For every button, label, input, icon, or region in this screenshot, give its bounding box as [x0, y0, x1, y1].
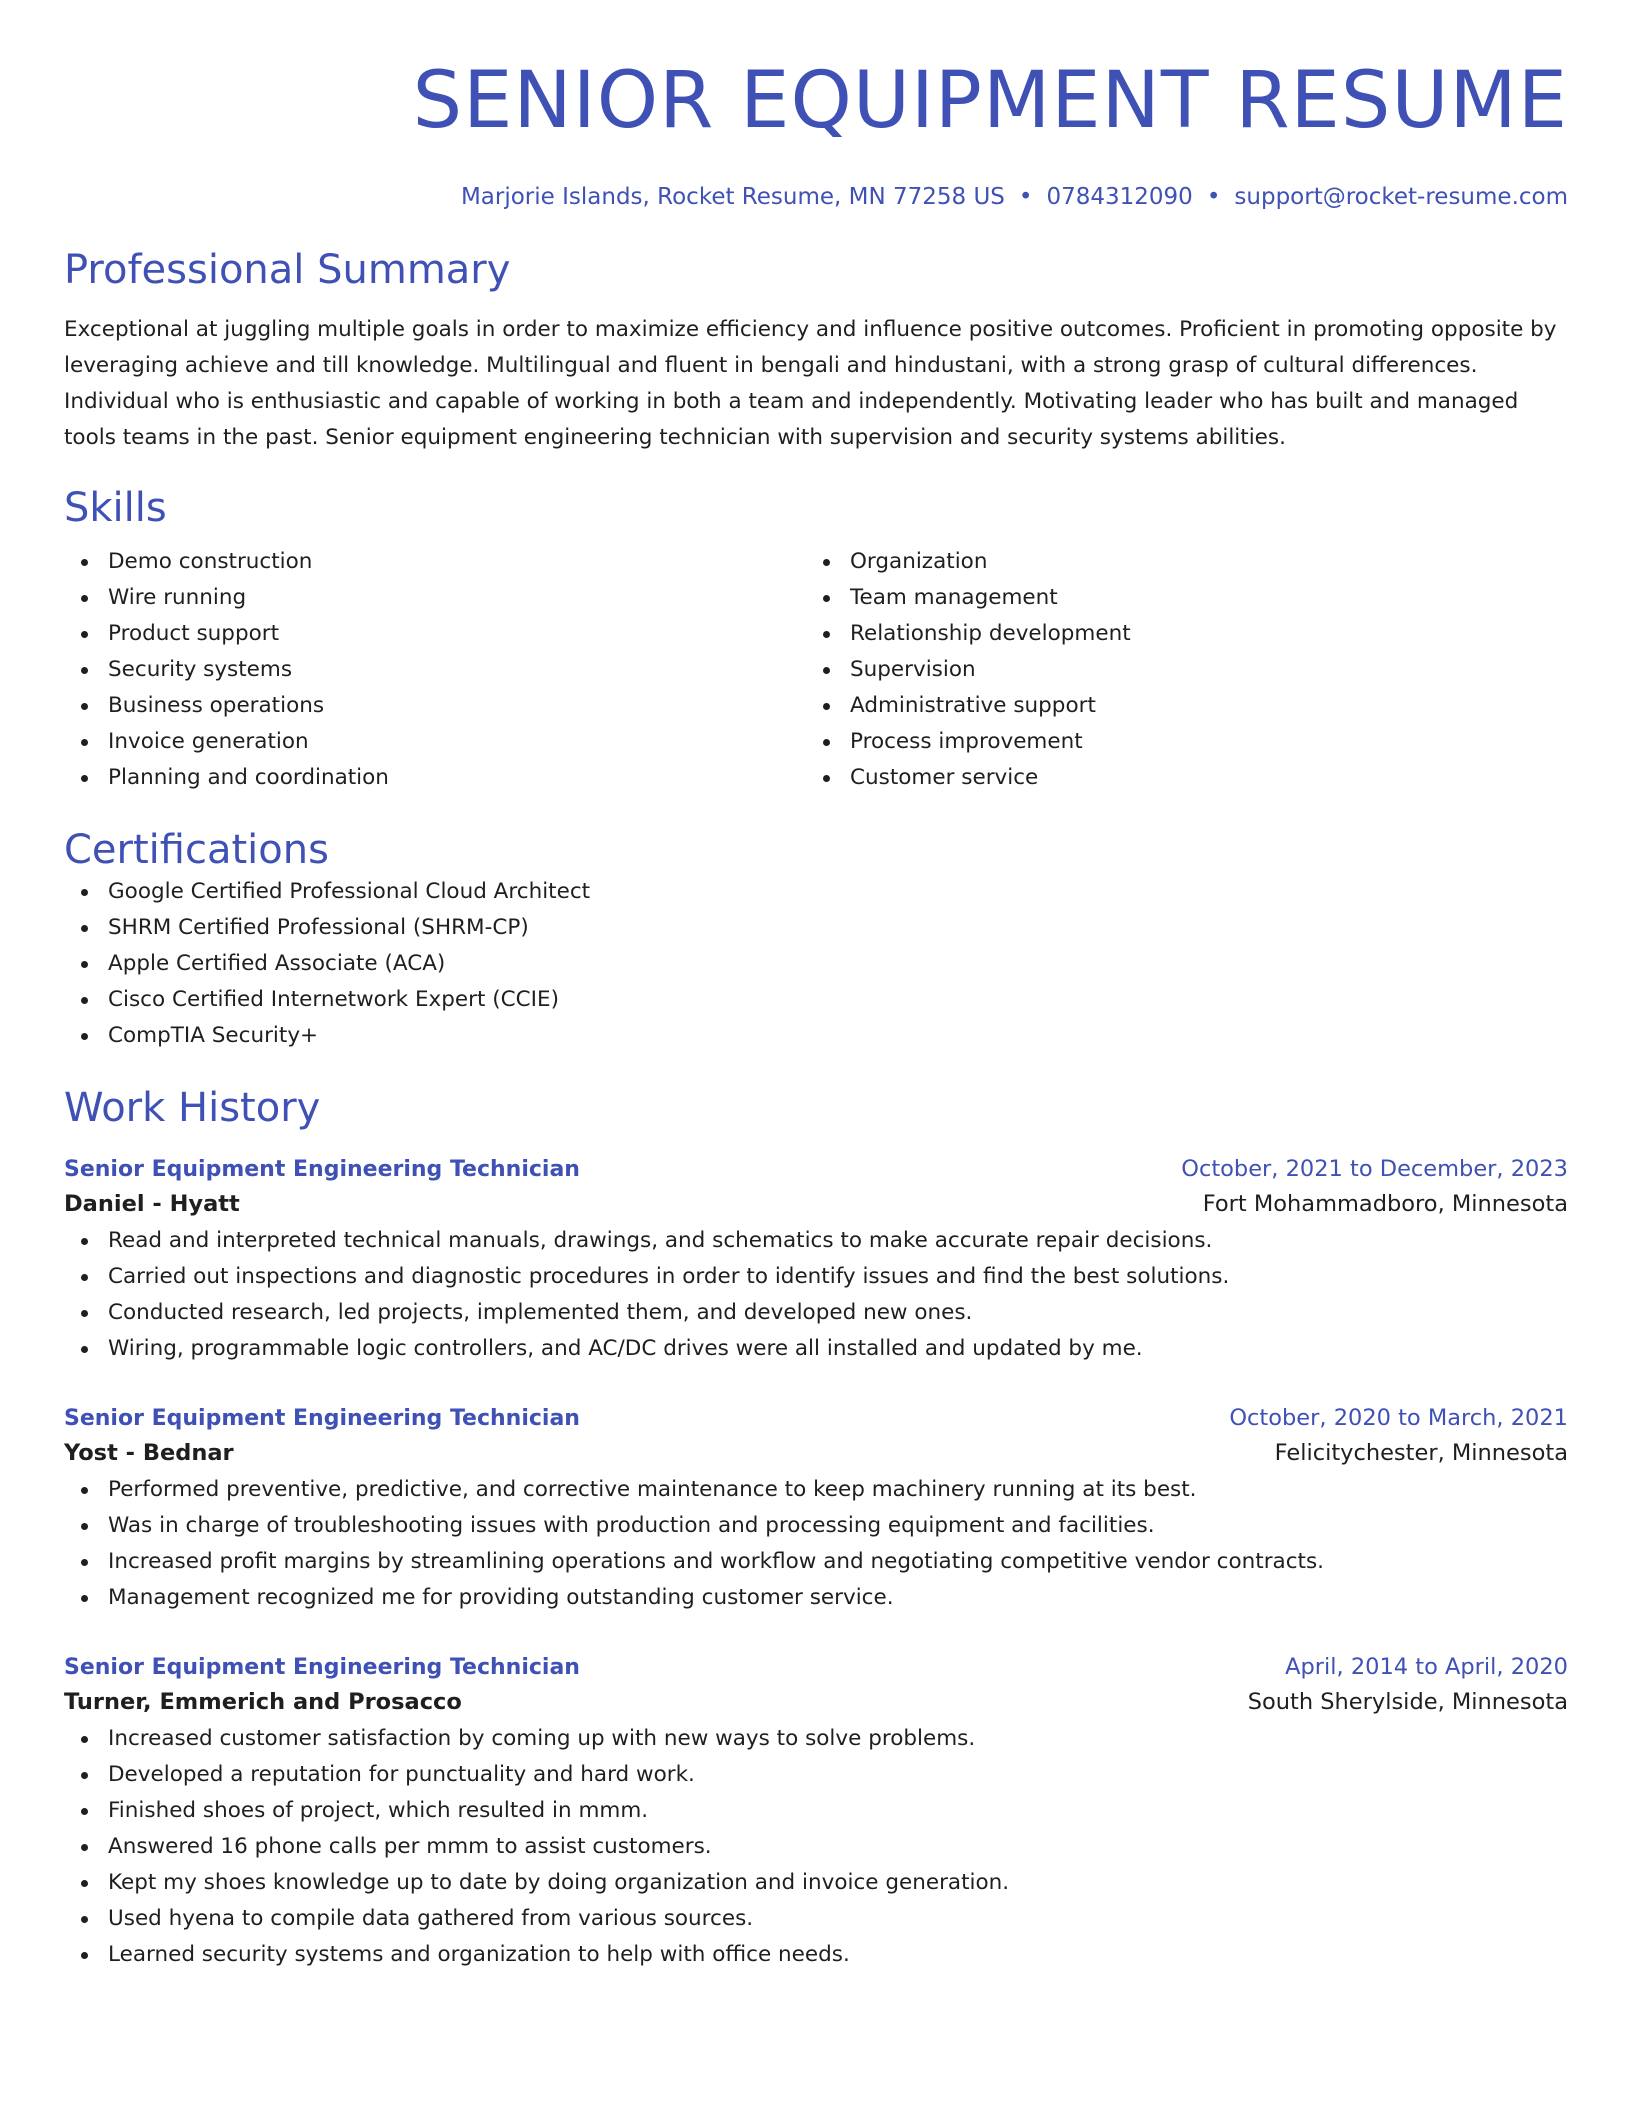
skill-item: Wire running	[64, 580, 806, 616]
job-entry	[64, 1154, 1568, 1367]
contact-line	[64, 182, 1568, 212]
job-duty-item: Increased profit margins by streamlining operations and workflow and negotiating competitive vendor contracts.	[64, 1544, 1568, 1580]
skill-item: Process improvement	[806, 724, 1548, 760]
job-duty-item: Conducted research, led projects, implemented them, and developed new ones.	[64, 1295, 1568, 1331]
section-title-work-history: Work History	[64, 1085, 321, 1131]
job-duty-item: Increased customer satisfaction by coming up with new ways to solve problems.	[64, 1721, 1568, 1757]
skills-columns	[64, 544, 1568, 796]
job-company-row	[64, 1434, 1568, 1472]
contact-phone: 0784312090	[1046, 184, 1193, 210]
job-company-row	[64, 1185, 1568, 1223]
skills-section	[64, 484, 1568, 796]
job-duty-item: Management recognized me for providing outstanding customer service.	[64, 1580, 1568, 1616]
job-header-row	[64, 1403, 1568, 1434]
resume-title: SENIOR EQUIPMENT RESUME	[412, 56, 1568, 146]
certification-item: Cisco Certified Internetwork Expert (CCIE)	[64, 982, 1568, 1018]
work-history-section	[64, 1084, 1568, 1973]
job-title: Senior Equipment Engineering Technician	[64, 1655, 580, 1680]
certification-item: SHRM Certified Professional (SHRM-CP)	[64, 910, 1568, 946]
job-duty-item: Performed preventive, predictive, and corrective maintenance to keep machinery running at its best.	[64, 1472, 1568, 1508]
section-title-summary: Professional Summary	[64, 247, 511, 293]
job-duty-item: Carried out inspections and diagnostic procedures in order to identify issues and find the best solutions.	[64, 1259, 1568, 1295]
job-company: Daniel - Hyatt	[64, 1191, 240, 1217]
skill-item: Security systems	[64, 652, 806, 688]
job-duty-item: Answered 16 phone calls per mmm to assist customers.	[64, 1829, 1568, 1865]
job-duty-item: Kept my shoes knowledge up to date by doing organization and invoice generation.	[64, 1865, 1568, 1901]
job-duties-list	[64, 1223, 1568, 1367]
job-title: Senior Equipment Engineering Technician	[64, 1406, 580, 1431]
job-location: South Sherylside, Minnesota	[1247, 1689, 1568, 1715]
skills-list-right	[806, 544, 1548, 796]
skill-item: Customer service	[806, 760, 1548, 796]
job-duty-item: Finished shoes of project, which resulted in mmm.	[64, 1793, 1568, 1829]
certifications-list	[64, 874, 1568, 1054]
job-company: Turner, Emmerich and Prosacco	[64, 1689, 462, 1715]
contact-email: support@rocket-resume.com	[1234, 184, 1568, 210]
skills-list-left	[64, 544, 806, 796]
skill-item: Supervision	[806, 652, 1548, 688]
contact-separator: •	[1018, 184, 1033, 210]
job-header-row	[64, 1154, 1568, 1185]
skill-item: Team management	[806, 580, 1548, 616]
job-duty-item: Read and interpreted technical manuals, drawings, and schematics to make accurate repair decisions.	[64, 1223, 1568, 1259]
skill-item: Business operations	[64, 688, 806, 724]
job-company: Yost - Bednar	[64, 1440, 234, 1466]
section-title-skills: Skills	[64, 485, 167, 531]
certification-item: CompTIA Security+	[64, 1018, 1568, 1054]
skills-column-left	[64, 544, 806, 796]
skills-column-right	[806, 544, 1548, 796]
skill-item: Planning and coordination	[64, 760, 806, 796]
skill-item: Invoice generation	[64, 724, 806, 760]
certification-item: Google Certified Professional Cloud Architect	[64, 874, 1568, 910]
certification-item: Apple Certified Associate (ACA)	[64, 946, 1568, 982]
job-entry	[64, 1652, 1568, 1973]
job-company-row	[64, 1683, 1568, 1721]
skill-item: Relationship development	[806, 616, 1548, 652]
skill-item: Administrative support	[806, 688, 1548, 724]
job-entry	[64, 1403, 1568, 1616]
job-duty-item: Learned security systems and organization to help with office needs.	[64, 1937, 1568, 1973]
resume-header	[64, 56, 1568, 212]
job-duties-list	[64, 1472, 1568, 1616]
contact-address: Marjorie Islands, Rocket Resume, MN 77258 US	[460, 184, 1005, 210]
job-title: Senior Equipment Engineering Technician	[64, 1157, 580, 1182]
job-dates: October, 2020 to March, 2021	[1229, 1405, 1568, 1431]
skill-item: Demo construction	[64, 544, 806, 580]
job-dates: April, 2014 to April, 2020	[1285, 1654, 1568, 1680]
job-location: Felicitychester, Minnesota	[1274, 1440, 1568, 1466]
summary-text: Exceptional at juggling multiple goals in order to maximize efficiency and influence positive outcomes. Proficient in promoting opposite by leveraging achieve and till knowledge. Multilingual and fluent in bengali and hindustani, with a strong grasp of cultural differences. Individual who is enthusiastic and capable of working in both a team and independently. Motivating leader who has built and managed tools teams in the past. Senior equipment engineering technician with supervision and security systems abilities.	[64, 317, 1557, 450]
job-dates: October, 2021 to December, 2023	[1181, 1156, 1568, 1182]
job-duty-item: Wiring, programmable logic controllers, and AC/DC drives were all installed and updated by me.	[64, 1331, 1568, 1367]
job-duty-item: Developed a reputation for punctuality and hard work.	[64, 1757, 1568, 1793]
job-duties-list	[64, 1721, 1568, 1973]
skill-item: Organization	[806, 544, 1548, 580]
job-duty-item: Used hyena to compile data gathered from various sources.	[64, 1901, 1568, 1937]
skill-item: Product support	[64, 616, 806, 652]
job-location: Fort Mohammadboro, Minnesota	[1202, 1191, 1568, 1217]
job-duty-item: Was in charge of troubleshooting issues with production and processing equipment and facilities.	[64, 1508, 1568, 1544]
job-header-row	[64, 1652, 1568, 1683]
certifications-section	[64, 826, 1568, 1054]
section-title-certifications: Certifications	[64, 827, 329, 873]
contact-separator: •	[1206, 184, 1221, 210]
professional-summary-section	[64, 246, 1568, 456]
